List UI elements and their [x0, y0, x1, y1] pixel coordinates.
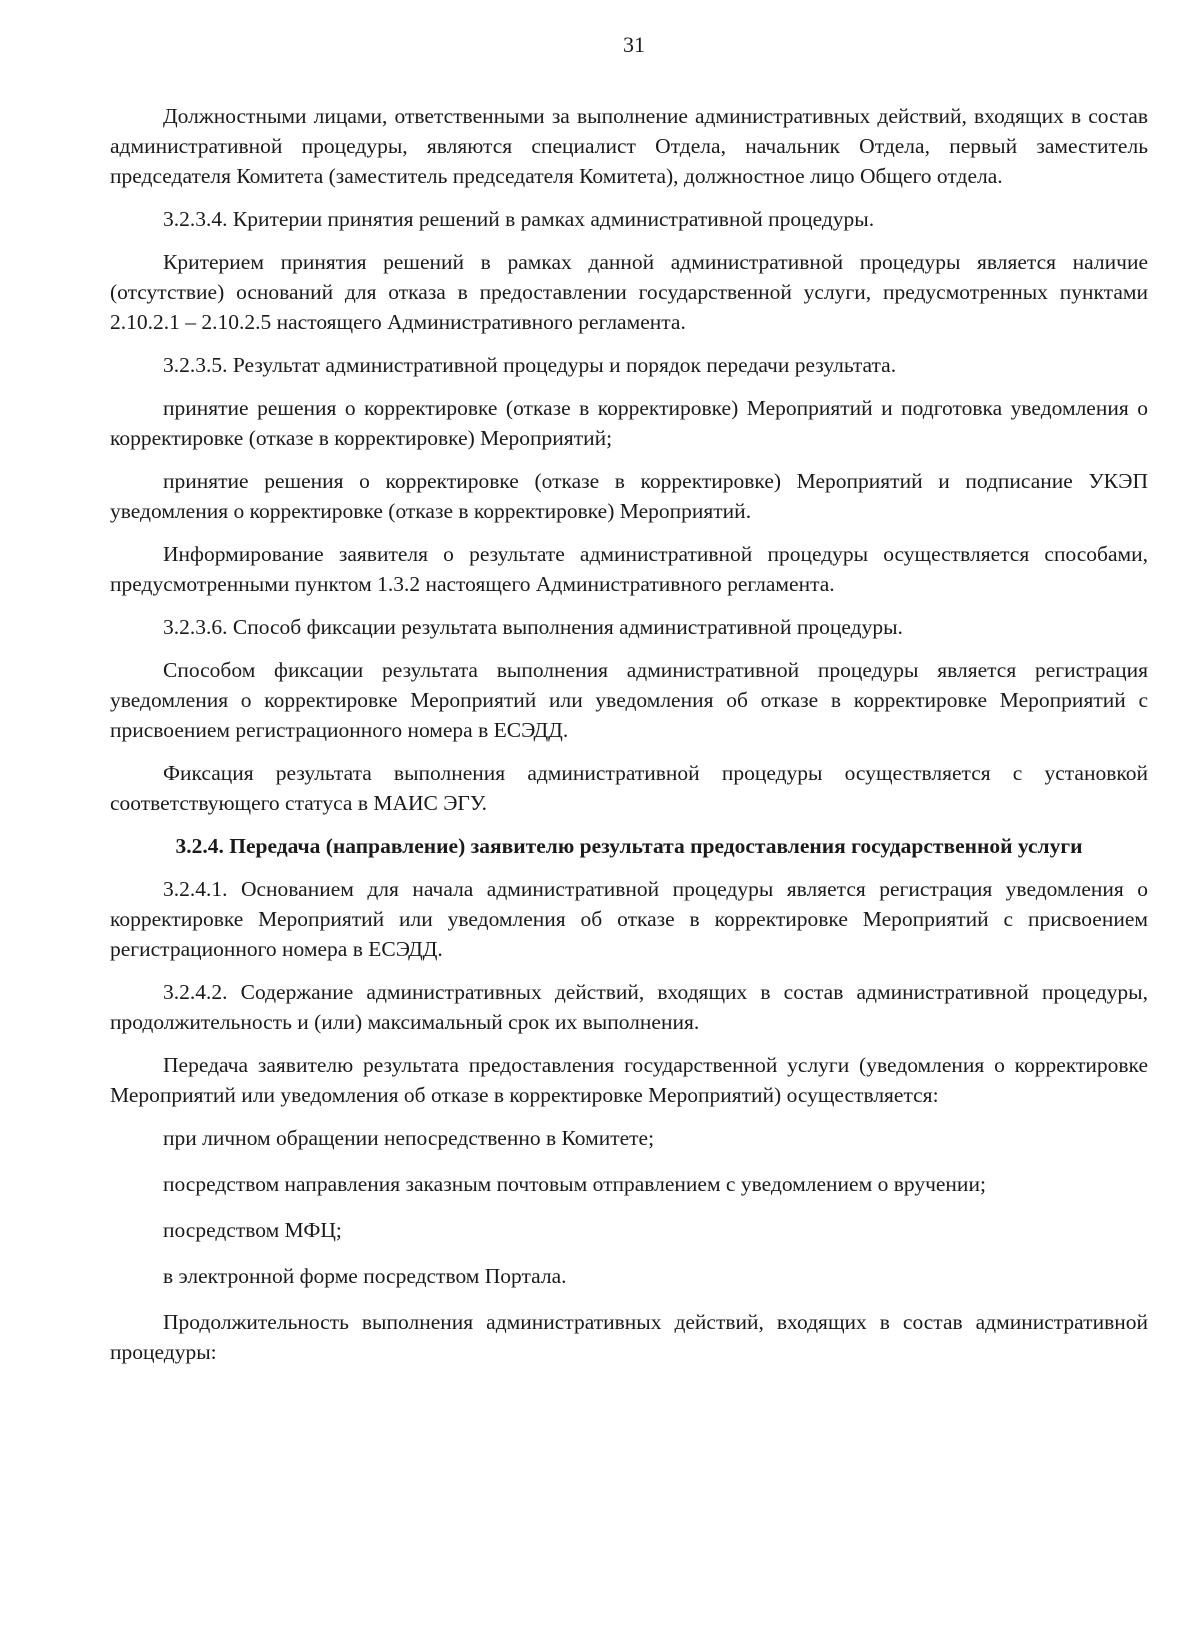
paragraph-3-2-4-1: 3.2.4.1. Основанием для начала административной процедуры является регистрация уведомления о корректировке Мероприятий или уведомления об отказе в корректировке Мероприятий с присвоением регистрационного номера в ЕСЭДД.	[110, 877, 1148, 961]
paragraph-duration: Продолжительность выполнения административных действий, входящих в состав административной процедуры:	[110, 1310, 1148, 1364]
list-item-registered-mail: посредством направления заказным почтовым отправлением с уведомлением о вручении;	[163, 1172, 986, 1196]
paragraph-result-item-2: принятие решения о корректировке (отказе в корректировке) Мероприятий и подписание УКЭП уведомления о корректировке (отказе в корректировке) Мероприятий.	[110, 469, 1148, 523]
section-heading-3-2-4: 3.2.4. Передача (направление) заявителю результата предоставления государственной услуги	[175, 834, 1083, 858]
page-number: 31	[623, 32, 645, 57]
paragraph-informing: Информирование заявителя о результате административной процедуры осуществляется способами, предусмотренными пунктом 1.3.2 настоящего Административного регламента.	[110, 542, 1148, 596]
list-item-in-person: при личном обращении непосредственно в Комитете;	[163, 1126, 655, 1150]
paragraph-fixation-method: Способом фиксации результата выполнения административной процедуры является регистрация уведомления о корректировке Мероприятий или уведомления об отказе в корректировке Мероприятий с присвоением регистрационного номера в ЕСЭДД.	[110, 658, 1148, 742]
paragraph-transfer-result: Передача заявителю результата предоставления государственной услуги (уведомления о корректировке Мероприятий или уведомления об отказе в корректировке Мероприятий) осуществляется:	[110, 1053, 1148, 1107]
paragraph-3-2-3-4: 3.2.3.4. Критерии принятия решений в рамках административной процедуры.	[163, 207, 875, 231]
paragraph-decision-criteria: Критерием принятия решений в рамках данной административной процедуры является наличие (отсутствие) оснований для отказа в предоставлении государственной услуги, предусмотренных пунктами 2.10.2.1 – 2.10.2.5 настоящего Административного регламента.	[110, 250, 1148, 334]
paragraph-fixation-status: Фиксация результата выполнения административной процедуры осуществляется с установкой соответствующего статуса в МАИС ЭГУ.	[110, 761, 1148, 815]
list-item-mfc: посредством МФЦ;	[163, 1218, 342, 1242]
paragraph-result-item-1: принятие решения о корректировке (отказе в корректировке) Мероприятий и подготовка уведомления о корректировке (отказе в корректировке) Мероприятий;	[110, 396, 1148, 450]
paragraph-responsible-officials: Должностными лицами, ответственными за выполнение административных действий, входящих в состав административной процедуры, являются специалист Отдела, начальник Отдела, первый заместитель председателя Комитета (заместитель председателя Комитета), должностное лицо Общего отдела.	[110, 104, 1148, 188]
paragraph-3-2-4-2: 3.2.4.2. Содержание административных действий, входящих в состав административной процедуры, продолжительность и (или) максимальный срок их выполнения.	[110, 980, 1148, 1034]
paragraph-3-2-3-5: 3.2.3.5. Результат административной процедуры и порядок передачи результата.	[163, 353, 897, 377]
list-item-portal: в электронной форме посредством Портала.	[163, 1264, 567, 1288]
paragraph-3-2-3-6: 3.2.3.6. Способ фиксации результата выполнения административной процедуры.	[163, 615, 903, 639]
